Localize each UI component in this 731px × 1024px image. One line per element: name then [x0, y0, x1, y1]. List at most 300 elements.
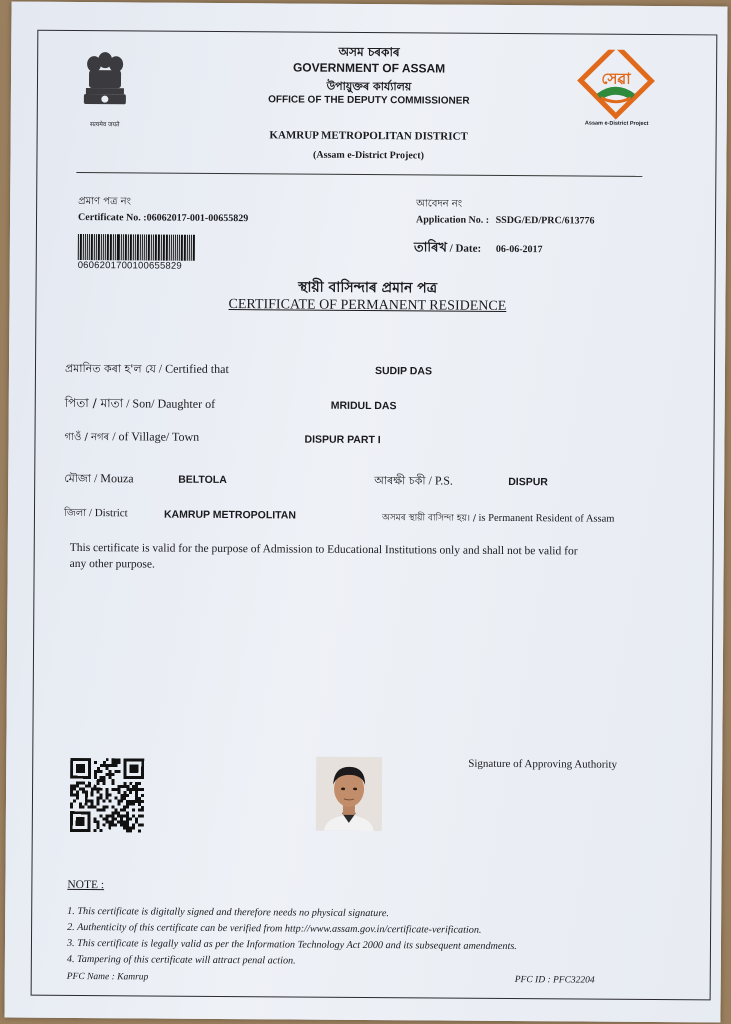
barcode-bar [158, 235, 160, 261]
qr-module [96, 820, 99, 823]
header-district: KAMRUP METROPOLITAN DISTRICT [269, 129, 468, 143]
qr-module [132, 803, 135, 806]
qr-module [123, 782, 126, 785]
parent-label: / Son/ Daughter of [126, 396, 216, 411]
qr-module [132, 815, 135, 818]
date-value: 06-06-2017 [495, 243, 543, 256]
barcode-bar [146, 234, 147, 260]
qr-module [126, 785, 129, 788]
barcode-bar [101, 234, 102, 260]
qr-module [94, 805, 97, 808]
qr-module [112, 761, 115, 764]
qr-module [73, 799, 76, 802]
certified-value: SUDIP DAS [374, 365, 433, 378]
qr-module [109, 764, 112, 767]
qr-module [126, 800, 129, 803]
barcode-bar [181, 235, 183, 261]
qr-module [100, 808, 103, 811]
qr-module [132, 826, 135, 829]
qr-module [96, 823, 99, 826]
barcode-bar [155, 235, 157, 261]
village-label: / of Village/ Town [112, 429, 200, 444]
qr-module [91, 791, 94, 794]
qr-module [129, 800, 132, 803]
qr-module [106, 794, 109, 797]
qr-module [94, 773, 97, 776]
barcode-bar [171, 235, 172, 261]
qr-module [118, 770, 121, 773]
qr-module [91, 805, 94, 808]
logo-caption: Assam e-District Project [584, 120, 649, 127]
application-no-label-bn: আবেদন নং [416, 198, 463, 210]
barcode-bar [137, 234, 139, 260]
mouza-label-bn: মৌজা [64, 471, 92, 486]
qr-module [108, 800, 111, 803]
resident-label-bn: অসমৰ স্থায়ী বাসিন্দা হয়। / [381, 513, 476, 524]
barcode-bar [142, 234, 143, 260]
qr-module [123, 806, 126, 809]
header-office-bn: উপায়ুক্তৰ কাৰ্য্যালয় [326, 79, 412, 94]
barcode-bar [113, 234, 114, 260]
qr-module [141, 815, 144, 818]
qr-module [132, 785, 135, 788]
barcode-bar [161, 235, 162, 261]
barcode-bar [87, 234, 88, 260]
ps-label: / P.S. [428, 473, 453, 488]
qr-module [129, 826, 132, 829]
barcode-bar [189, 235, 190, 261]
qr-finder [76, 764, 85, 773]
qr-module [97, 788, 100, 791]
qr-module [100, 797, 103, 800]
barcode-bar [123, 234, 124, 260]
qr-module [138, 824, 141, 827]
qr-module [138, 797, 141, 800]
barcode-bar [115, 234, 116, 260]
header-office: OFFICE OF THE DEPUTY COMMISSIONER [268, 94, 470, 107]
qr-module [120, 815, 123, 818]
qr-module [97, 800, 100, 803]
qr-module [126, 829, 129, 832]
title-bn: স্থায়ী বাসিন্দাৰ প্ৰমান পত্ৰ [298, 279, 438, 297]
qr-module [117, 785, 120, 788]
qr-module [88, 785, 91, 788]
qr-module [126, 826, 129, 829]
qr-module [135, 821, 138, 824]
qr-module [96, 826, 99, 829]
qr-module [76, 794, 79, 797]
qr-module [76, 785, 79, 788]
qr-module [102, 823, 105, 826]
barcode-bar [166, 235, 168, 261]
qr-module [123, 826, 126, 829]
qr-module [100, 770, 103, 773]
qr-module [112, 782, 115, 785]
qr-module [102, 817, 105, 820]
qr-module [70, 793, 73, 796]
qr-module [126, 815, 129, 818]
barcode-bar [169, 235, 170, 261]
header-government: GOVERNMENT OF ASSAM [292, 60, 446, 76]
qr-module [79, 788, 82, 791]
signature-label: Signature of Approving Authority [468, 757, 618, 771]
qr-module [106, 758, 109, 761]
village-value: DISPUR PART I [304, 433, 381, 447]
mouza-label: / Mouza [93, 471, 134, 486]
qr-module [106, 797, 109, 800]
qr-module [117, 800, 120, 803]
qr-module [135, 785, 138, 788]
qr-module [141, 809, 144, 812]
qr-module [123, 785, 126, 788]
qr-module [106, 767, 109, 770]
qr-module [111, 788, 114, 791]
parent-value: MRIDUL DAS [330, 399, 397, 413]
barcode-bar [140, 234, 141, 260]
qr-module [97, 770, 100, 773]
qr-module [100, 764, 103, 767]
qr-module [114, 809, 117, 812]
certificate-paper [4, 2, 727, 1023]
qr-module [114, 797, 117, 800]
qr-module [70, 802, 73, 805]
qr-code-icon [70, 758, 145, 833]
barcode-bar [105, 234, 106, 260]
qr-module [102, 806, 105, 809]
qr-module [85, 799, 88, 802]
header-project: (Assam e-District Project) [313, 149, 424, 162]
qr-module [70, 791, 73, 794]
qr-module [126, 818, 129, 821]
qr-module [115, 770, 118, 773]
qr-module [114, 812, 117, 815]
barcode-bar [148, 234, 150, 260]
qr-module [94, 776, 97, 779]
validity-line-1: This certificate is valid for the purpose of Admission to Educational Institutions only and shall not be valid for [69, 541, 578, 558]
qr-module [99, 829, 102, 832]
qr-module [85, 785, 88, 788]
qr-module [109, 776, 112, 779]
qr-module [120, 820, 123, 823]
barcode-bar [191, 235, 192, 261]
qr-module [105, 806, 108, 809]
barcode-bar [91, 234, 93, 260]
qr-module [105, 817, 108, 820]
qr-module [141, 806, 144, 809]
qr-module [138, 815, 141, 818]
qr-module [91, 794, 94, 797]
qr-module [73, 793, 76, 796]
qr-module [100, 779, 103, 782]
qr-module [108, 823, 111, 826]
qr-module [97, 779, 100, 782]
qr-module [76, 796, 79, 799]
title-en: CERTIFICATE OF PERMANENT RESIDENCE [228, 297, 507, 314]
barcode-bar [128, 234, 129, 260]
qr-module [103, 776, 106, 779]
barcode-bar [107, 234, 109, 260]
qr-module [112, 773, 115, 776]
barcode-bar [151, 234, 152, 260]
note-heading: NOTE : [67, 878, 105, 892]
qr-module [106, 788, 109, 791]
qr-module [115, 764, 118, 767]
logo-text: সেৱা [601, 69, 631, 88]
barcode-bar [96, 234, 97, 260]
qr-module [97, 767, 100, 770]
qr-module [132, 809, 135, 812]
qr-module [114, 817, 117, 820]
qr-module [111, 820, 114, 823]
qr-module [135, 797, 138, 800]
qr-module [82, 788, 85, 791]
qr-module [138, 803, 141, 806]
note-item-4: 4. Tampering of this certificate will attract penal action. [66, 953, 296, 967]
qr-module [115, 761, 118, 764]
qr-module [70, 785, 73, 788]
emblem-motto: सत्यमेव जयते [89, 121, 120, 129]
qr-module [123, 791, 126, 794]
resident-label: is Permanent Resident of Assam [478, 512, 615, 525]
certificate-no-label: Certificate No. : [78, 211, 147, 224]
qr-module [105, 820, 108, 823]
qr-module [123, 794, 126, 797]
qr-module [129, 788, 132, 791]
qr-module [132, 800, 135, 803]
qr-module [106, 791, 109, 794]
qr-module [94, 817, 97, 820]
qr-module [91, 800, 94, 803]
qr-module [120, 817, 123, 820]
qr-module [103, 800, 106, 803]
qr-module [111, 817, 114, 820]
qr-module [118, 761, 121, 764]
note-item-2: 2. Authenticity of this certificate can be verified from http://www.assam.gov.in/certificate-verification. [67, 921, 482, 936]
barcode-bar [173, 235, 174, 261]
qr-module [88, 805, 91, 808]
note-item-3: 3. This certificate is legally valid as per the Information Technology Act 2000 and its subsequent amendments. [66, 937, 517, 953]
qr-module [120, 794, 123, 797]
barcode-bar [184, 235, 186, 261]
qr-module [106, 773, 109, 776]
qr-module [112, 779, 115, 782]
qr-module [115, 758, 118, 761]
qr-module [138, 800, 141, 803]
qr-module [123, 815, 126, 818]
qr-module [97, 808, 100, 811]
qr-module [120, 785, 123, 788]
qr-module [94, 788, 97, 791]
qr-module [112, 764, 115, 767]
qr-module [129, 803, 132, 806]
barcode-bar [85, 234, 86, 260]
barcode-bar [153, 235, 154, 261]
qr-module [94, 785, 97, 788]
qr-module [135, 788, 138, 791]
pfc-id: PFC ID : PFC32204 [514, 975, 595, 986]
qr-module [106, 764, 109, 767]
certificate-no-value: 06062017-001-00655829 [146, 212, 249, 225]
qr-module [126, 806, 129, 809]
qr-module [108, 820, 111, 823]
parent-label-bn: পিতা / মাতা [64, 395, 124, 411]
qr-module [88, 782, 91, 785]
qr-module [123, 809, 126, 812]
qr-module [135, 782, 138, 785]
qr-module [132, 788, 135, 791]
qr-module [123, 820, 126, 823]
qr-module [109, 770, 112, 773]
barcode-bar [133, 234, 134, 260]
qr-module [123, 823, 126, 826]
qr-module [111, 823, 114, 826]
application-no-value: SSDG/ED/PRC/613776 [495, 214, 595, 227]
qr-module [97, 797, 100, 800]
barcode-bar [78, 234, 79, 260]
qr-module [88, 800, 91, 803]
validity-line-2: any other purpose. [69, 557, 155, 571]
qr-module [111, 814, 114, 817]
qr-module [85, 797, 88, 800]
qr-module [94, 761, 97, 764]
qr-module [112, 758, 115, 761]
barcode-bar [144, 234, 145, 260]
qr-module [70, 805, 73, 808]
qr-module [73, 788, 76, 791]
qr-module [126, 812, 129, 815]
barcode-bar [163, 235, 165, 261]
barcode-bar [187, 235, 188, 261]
qr-module [82, 782, 85, 785]
qr-module [123, 797, 126, 800]
qr-module [117, 803, 120, 806]
qr-module [103, 782, 106, 785]
qr-module [85, 791, 88, 794]
qr-module [117, 812, 120, 815]
qr-module [91, 802, 94, 805]
barcode-bar [117, 234, 120, 260]
qr-module [79, 802, 82, 805]
qr-module [108, 794, 111, 797]
barcode-bar [94, 234, 95, 260]
qr-module [126, 794, 129, 797]
barcode-bar [110, 234, 112, 260]
qr-module [114, 823, 117, 826]
qr-module [141, 794, 144, 797]
ps-value: DISPUR [508, 475, 548, 489]
qr-module [94, 770, 97, 773]
ps-label-bn: আৰক্ষী চকী [374, 474, 426, 488]
qr-module [138, 788, 141, 791]
qr-module [79, 805, 82, 808]
qr-module [111, 806, 114, 809]
district-label: / District [88, 507, 128, 520]
qr-module [93, 829, 96, 832]
qr-module [108, 826, 111, 829]
qr-module [141, 800, 144, 803]
qr-module [85, 802, 88, 805]
barcode-bar [179, 235, 180, 261]
barcode-bar [125, 234, 127, 260]
qr-module [135, 800, 138, 803]
certificate-no-label-bn: প্ৰমাণ পত্ৰ নং [78, 195, 131, 208]
qr-module [120, 800, 123, 803]
qr-module [129, 818, 132, 821]
qr-module [129, 782, 132, 785]
qr-module [103, 761, 106, 764]
qr-module [79, 782, 82, 785]
qr-module [97, 782, 100, 785]
barcode-bar [193, 235, 195, 261]
qr-module [138, 782, 141, 785]
certificate-barcode [78, 234, 200, 261]
barcode-bar [80, 234, 82, 260]
qr-module [117, 791, 120, 794]
header-state-bn: অসম চৰকাৰ [338, 44, 400, 60]
qr-module [135, 818, 138, 821]
qr-module [129, 791, 132, 794]
qr-module [82, 791, 85, 794]
qr-module [120, 823, 123, 826]
qr-module [105, 814, 108, 817]
person-photo-icon [316, 757, 383, 831]
qr-module [73, 785, 76, 788]
certified-label-bn: প্ৰমানিত কৰা হ'ল যে [64, 361, 156, 376]
qr-module [138, 829, 141, 832]
qr-module [100, 794, 103, 797]
barcode-bar [98, 234, 100, 260]
qr-module [120, 809, 123, 812]
qr-module [141, 788, 144, 791]
qr-module [126, 823, 129, 826]
qr-module [117, 815, 120, 818]
barcode-bar [103, 234, 104, 260]
qr-module [103, 764, 106, 767]
qr-module [99, 814, 102, 817]
certified-label: / Certified that [158, 361, 229, 377]
qr-module [82, 805, 85, 808]
barcode-bar [83, 234, 84, 260]
qr-finder [76, 817, 85, 826]
applicant-photo [316, 757, 383, 831]
qr-module [135, 794, 138, 797]
district-value: KAMRUP METROPOLITAN [163, 508, 297, 522]
qr-module [91, 788, 94, 791]
qr-module [85, 794, 88, 797]
district-label-bn: জিলা [63, 507, 87, 520]
qr-module [118, 758, 121, 761]
qr-module [100, 776, 103, 779]
qr-module [70, 788, 73, 791]
barcode-bar [121, 234, 122, 260]
barcode-bar [177, 235, 178, 261]
date-label: / Date: [449, 242, 482, 255]
mouza-value: BELTOLA [178, 473, 227, 487]
barcode-bar [89, 234, 90, 260]
qr-module [102, 808, 105, 811]
qr-module [126, 803, 129, 806]
barcode-number: 0606201700100655829 [77, 259, 182, 272]
qr-module [109, 773, 112, 776]
qr-module [120, 797, 123, 800]
qr-module [76, 791, 79, 794]
qr-module [111, 812, 114, 815]
qr-module [132, 823, 135, 826]
village-label-bn: গাওঁ / নগৰ [64, 431, 110, 444]
qr-module [94, 820, 97, 823]
note-item-1: 1. This certificate is digitally signed and therefore needs no physical signature. [67, 905, 389, 920]
qr-module [117, 820, 120, 823]
